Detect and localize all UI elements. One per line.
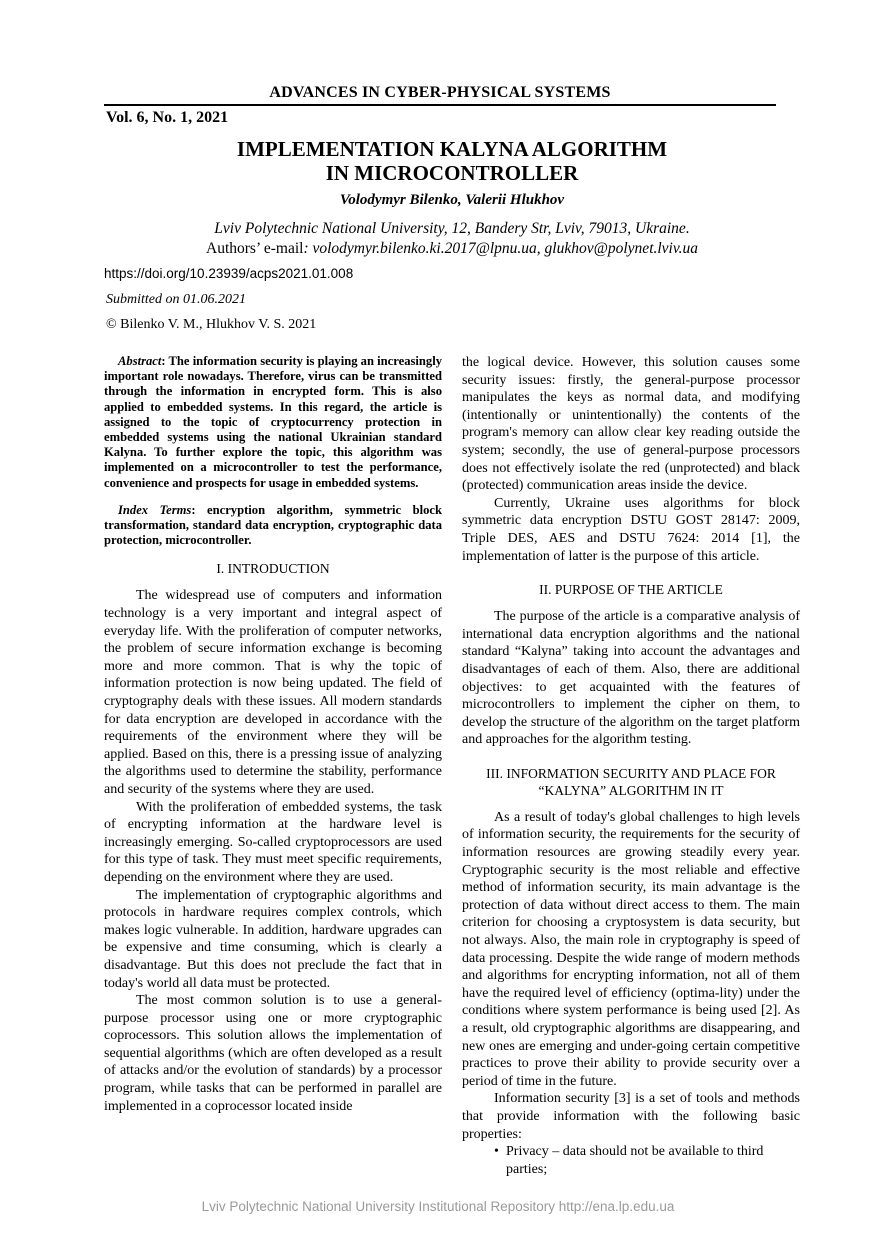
abstract <box>104 354 442 491</box>
section-heading-purpose: II. PURPOSE OF THE ARTICLE <box>539 582 723 598</box>
index-terms-label: Index Terms <box>118 502 192 517</box>
index-terms <box>104 503 442 549</box>
paragraph: The purpose of the article is a comparative analysis of international data encryption algorithms and the national standard “Kalyna” taking into account the advantages and disadvantages of each of them. Also, there are additional objectives: to get acquainted with the features of microcontrollers to implement the cipher on them, to develop the structure of the algorithm on the target platform and approaches for the algorithm testing. <box>462 609 800 748</box>
repository-footer: Lviv Polytechnic National University Institutional Repository http://ena.lp.edu.ua <box>201 1199 675 1214</box>
affiliation-address: Lviv Polytechnic National University, 12, Bandery Str, Lviv, 79013, Ukraine. <box>214 220 690 237</box>
section-heading-introduction: I. INTRODUCTION <box>216 561 330 577</box>
paragraph: The widespread use of computers and information technology is a very important and integral aspect of everyday life. With the proliferation of computer networks, the problem of secure information exchange is becoming more and more common. That is why the topic of information protection is now being updated. The field of cryptography deals with these issues. All modern standards for data encryption are developed in accordance with the requirements of the environment where they will be applied. Based on this, there is a pressing issue of analyzing the algorithms used to determine the stability, performance and security of the systems where they are used. <box>104 588 442 797</box>
authors: Volodymyr Bilenko, Valerii Hlukhov <box>339 192 565 208</box>
abstract-text: : The information security is playing an increasingly important role nowadays. Therefore, virus can be transmitted through the information in encrypted form. This is also applied to embedded systems. In this regard, the article is assigned to the topic of cryptocurrency protection in embedded systems using the national Ukrainian standard Kalyna. To further explore the topic, this algorithm was implemented on a microcontroller to test the performance, convenience and prospects for usage in embedded systems. <box>104 354 442 490</box>
paragraph: The implementation of cryptographic algorithms and protocols in hardware requires complex controls, which makes logic vulnerable. In addition, hardware upgrades can be expensive and time consuming, which is clearly a disadvantage. But this does not preclude the fact that in today's world all data must be protected. <box>104 887 442 991</box>
doi-link[interactable]: https://doi.org/10.23939/acps2021.01.008 <box>104 266 354 281</box>
copyright: © Bilenko V. M., Hlukhov V. S. 2021 <box>106 317 317 332</box>
header-rule <box>104 104 776 106</box>
paper-title <box>104 137 800 185</box>
paragraph: With the proliferation of embedded systems, the task of encrypting information at the hardware level is increasingly emerging. So-called cryptoprocessors are used for this type of task. They must meet specific requirements, depending on the environment where they are used. <box>104 799 442 885</box>
section-heading-line: III. INFORMATION SECURITY AND PLACE FOR <box>486 765 776 781</box>
list-item-text: Privacy – data should not be available to third parties; <box>506 1144 764 1177</box>
list-item <box>494 1143 800 1178</box>
section-heading-line: “KALYNA” ALGORITHM IN IT <box>538 782 724 798</box>
abstract-label: Abstract <box>118 354 162 368</box>
left-column <box>104 354 442 1115</box>
paper-title-line-2: IN MICROCONTROLLER <box>325 161 579 185</box>
volume-info: Vol. 6, No. 1, 2021 <box>106 109 229 126</box>
affiliation <box>104 219 800 259</box>
paragraph: Currently, Ukraine uses algorithms for block symmetric data encryption DSTU GOST 28147: 2009, Triple DES, AES and DSTU 7624: 2014 [1], the implementation of latter is the purpose of this article. <box>462 495 800 564</box>
paragraph: The most common solution is to use a general-purpose processor using one or more cryptographic coprocessors. This solution allows the implementation of sequential algorithms (which are often developed as a result of attacks and/or the evolution of standards) by a processor program, while tasks that can be performed in parallel are implemented in a coprocessor located inside <box>104 993 442 1114</box>
email-addresses: : volodymyr.bilenko.ki.2017@lpnu.ua, glukhov@polynet.lviv.ua <box>303 240 698 257</box>
submitted-date: Submitted on 01.06.2021 <box>106 292 246 307</box>
bullet-icon: • <box>494 1144 499 1160</box>
right-column <box>462 354 800 1178</box>
journal-title: ADVANCES IN CYBER-PHYSICAL SYSTEMS <box>269 84 611 101</box>
author-emails <box>104 239 800 259</box>
index-terms-text: : encryption algorithm, symmetric block transformation, standard data encryption, cryptographic data protection, microcontroller. <box>104 502 442 548</box>
paragraph: Information security [3] is a set of tools and methods that provide information with the following basic properties: <box>462 1091 800 1142</box>
paragraph: the logical device. However, this solution causes some security issues: firstly, the general-purpose processor manipulates the keys as normal data, and modifying (intentionally or unintentionally) the contents of the program's memory can allow clear key reading outside the system; secondly, the use of general-purpose processors does not effectively isolate the red (unprotected) and black (protected) communication areas inside the device. <box>462 355 800 494</box>
properties-list <box>462 1143 800 1178</box>
paragraph: As a result of today's global challenges to high levels of information security, the requirements for the security of information resources are growing steadily every year. Cryptographic security is the most reliable and effective method of information security, its main advantage is the protection of data without direct access to them. The main criterion for choosing a cryptosystem is data security, but not always. Also, the main role in cryptography is speed of data processing. Despite the wide range of modern methods and algorithms for encrypting information, not all of them have the required level of efficiency (optima-lity) under the conditions where system performance is being used [2]. As a result, old cryptographic algorithms are disappearing, and new ones are emerging and under-going certain competitive practices to prove their ability to provide security over a period of time in the future. <box>462 809 800 1089</box>
section-heading-information-security <box>462 765 800 799</box>
paper-title-line-1: IMPLEMENTATION KALYNA ALGORITHM <box>236 137 668 161</box>
email-label: Authors’ e-mail <box>206 240 304 257</box>
